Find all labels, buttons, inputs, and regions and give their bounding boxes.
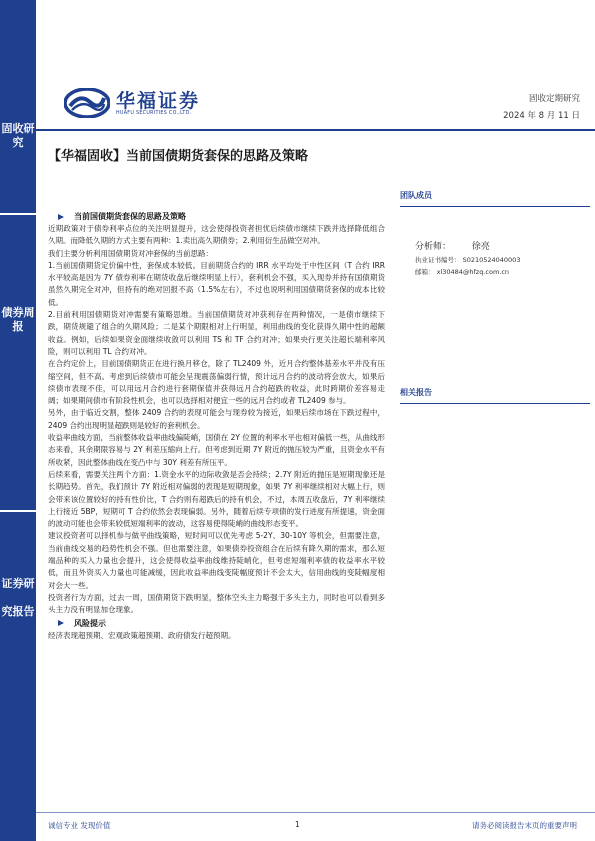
body-paragraph: 另外，由于临近交割，整体 2409 合约的表现可能会与现券较为接近，如果后续市场在下跌过程中，2409 合约出现明显超跌则是较好的套利机会。: [48, 408, 385, 430]
sidebar-divider: [0, 510, 36, 512]
sidebar-section-fixed-income: 固收研究: [1, 122, 35, 149]
body-paragraph: 收益率曲线方面，当前整体收益率曲线偏陡峭，国债在 2Y 位置的利率水平也相对偏低一些，从曲线形态来看，其余期限容易与 2Y 利差压缩向上行。但考虑到近期 7Y 附近的抛压较为严重，且资金水平有所收紧，因此整体曲线在变凸中与 30Y 利差有所压平。: [48, 433, 385, 467]
logo-english-text: HUAFU SECURITIES CO.,LTD.: [116, 111, 192, 116]
body-paragraph: 后续来看，需要关注两个方面：1.资金水平的边际收敛是否会持续；2.7Y 附近的抛压是短期现象还是长期趋势。首先，我们预计 7Y 附近相对偏弱的表现是短期现象，如果 7Y 利率继续相对大幅上行，则会带来该位置较好的持有性价比，T 合约则有超跌后的持有机会，不过，本周五收盘后，7Y 利率继续上行接近 5BP，短期可 T 合约依然会表现偏弱。另外，随着后续专项债的发行进度有所提速，资金面的波动可能也会带来较低短端利率的波动，这容易使得陡峭的曲线形态变平。: [48, 469, 385, 529]
report-title: 【华福固收】当前国债期货套保的思路及策略: [48, 149, 309, 164]
body-paragraph: 2.目前利用国债期货对冲需要有策略思维。当前国债期货对冲获利存在两种情况，一是债市继续下跌，期货规避了组合的久期风险；二是某个期限相对上行明显，利用曲线的变化获得久期中性的超额收益。例如，后续如果资金面继续收敛可以利用 TS 和 TF 合约对冲；如果央行更关注超长端利率风险，则可以利用 TL 合约对冲。: [48, 310, 385, 356]
header-divider: [36, 129, 595, 131]
company-logo: [64, 86, 242, 122]
team-title: 团队成员: [400, 191, 432, 200]
body-paragraph: 我们主要分析利用国债期货对冲套保的当前思路：: [48, 248, 213, 258]
footer-divider: [36, 812, 595, 813]
body-paragraph: 投资者行为方面，过去一周，国债期货下跌明显，整体空头主力略强于多头主力，同时也可以看到多头主力没有明显加仓现象。: [48, 592, 385, 615]
sidebar-divider: [0, 213, 36, 215]
risk-paragraph: 经济表现超预期、宏观政策超预期、政府债发行超预期。: [48, 630, 236, 640]
huafu-logo-icon: [64, 88, 110, 118]
footer-disclaimer: 请务必阅读报告末页的重要声明: [472, 821, 577, 830]
report-type: 固收定期研究: [528, 94, 580, 104]
sidebar: [0, 0, 36, 841]
team-panel: [400, 190, 590, 278]
analyst-name: 徐亮: [471, 242, 490, 252]
related-reports-title: 相关报告: [400, 388, 432, 397]
arrow-bullet-icon: [58, 214, 64, 220]
section-heading-risk: 风险提示: [48, 617, 385, 630]
section-heading: 当前国债期货套保的思路及策略: [48, 210, 385, 223]
analyst-label: 分析师：: [415, 242, 452, 252]
analyst-row: [400, 239, 590, 252]
body-paragraph: 在合约定价上，目前国债期货正在进行换月移仓，除了 TL2409 外，近月合约整体基差水平并没有压缩空间，但不高。考虑到后续债市可能会呈现震荡偏弱行情，预计远月合约的波动将会放大，如果后续债市表现不佳，可以用远月合约进行套期保值并获得远月合约超跌的收益，此时跨期价差容易走阔；如果期间债市有阶段性机会，也可以选择相对便宜一些的远月合约或者 TL2409 参与。: [48, 359, 385, 406]
footer-slogan: 诚信专业 发现价值: [48, 821, 111, 830]
body-paragraph: 1.当前国债期货定价偏中性，套保成本较低。目前期货合约的 IRR 水平均处于中性区间（T 合约 IRR 水平较高是因为 7Y 债券利率在期货收盘后继续明显上行），套利机会不强，买入现券并持有国债期货虽然久期完全对冲，但持有的绝对回报不高（1.5%左右），不过也说明利用国债期货套保的成本比较低。: [48, 260, 385, 307]
related-reports-panel: [400, 387, 590, 404]
body-paragraph: 建议投资者可以择机参与做平曲线策略，短时间可以优先考虑 5-2Y、30-10Y 等机会，但需要注意，当前曲线交易的趋势性机会不强。但也需要注意，如果债券投资组合在后续有降久期的需求，那么短端品种的买入力量也会提升，这会使得收益率曲线维持陡峭化，但考虑短端利率债的收益率水平较低，而且外资买入力量也可能减缓，因此收益率曲线变陡幅度预计不会太大，信用曲线的变陡幅度相对会大一些。: [48, 531, 385, 590]
body-paragraph: 近期政策对于债券利率点位的关注明显提升，这会使得投资者担忧后续债市继续下跌并选择降低组合久期。而降低久期的方式主要有两种：1.卖出高久期债券；2.利用衍生品做空对冲。: [48, 224, 385, 246]
analyst-cert: 执业证书编号： S0210524040003: [415, 256, 521, 264]
analyst-email[interactable]: 邮箱： xl30484@hfzq.com.cn: [415, 268, 510, 276]
report-date: 2024 年 8 月 11 日: [503, 111, 580, 121]
page-number: 1: [295, 820, 300, 829]
main-content: [48, 210, 385, 642]
team-divider: [400, 206, 590, 207]
sidebar-section-research: 证券研究报告: [1, 577, 35, 618]
related-divider: [400, 403, 590, 404]
sidebar-section-weekly: 债券周报: [1, 306, 35, 333]
arrow-bullet-icon: [58, 620, 64, 626]
logo-text: 华福证券: [116, 90, 201, 112]
